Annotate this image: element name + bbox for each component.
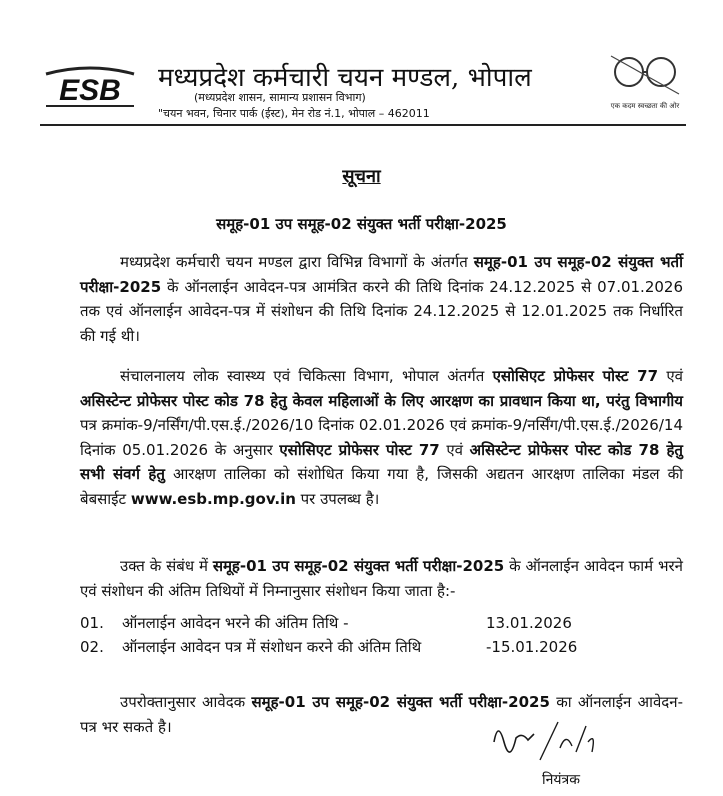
- notice-subject: समूह-01 उप समूह-02 संयुक्त भर्ती परीक्षा-2025: [216, 215, 507, 233]
- esb-logo-text: ESB: [59, 74, 121, 107]
- paragraph-3: उक्त के संबंध में समूह-01 उप समूह-02 संयुक्त भर्ती परीक्षा-2025 के ऑनलाईन आवेदन फार्म भरने एवं संशोधन की अंतिम तिथियों में निम्नानुसार संशोधन किया जाता है:-: [80, 557, 683, 600]
- org-subtitle: (मध्यप्रदेश शासन, सामान्य प्रशासन विभाग): [194, 91, 366, 104]
- handwritten-signature: [488, 712, 600, 774]
- list-item: [80, 636, 683, 658]
- item-date: 13.01.2026: [486, 614, 572, 632]
- paragraph-4: उपरोक्तानुसार आवेदक समूह-01 उप समूह-02 संयुक्त भर्ती परीक्षा-2025 का ऑनलाईन आवेदन-पत्र भर सकते है।: [80, 693, 683, 736]
- swachh-logo-text: एक कदम स्वच्छता की ओर: [610, 102, 680, 110]
- header-divider: [40, 124, 686, 126]
- item-number: 01.: [80, 614, 104, 632]
- item-date: -15.01.2026: [486, 638, 578, 656]
- esb-logo: [42, 64, 138, 112]
- paragraph-1: मध्यप्रदेश कर्मचारी चयन मण्डल द्वारा विभिन्न विभागों के अंतर्गत समूह-01 उप समूह-02 संयुक्त भर्ती परीक्षा-2025 के ऑनलाईन आवेदन-पत्र आमंत्रित करने की तिथि दिनांक 24.12.2025 से 07.01.2026 तक एवं ऑनलाईन आवेदन-पत्र में संशोधन की तिथि दिनांक 24.12.2025 से 12.01.2025 तक निर्धारित की गई थी।: [80, 253, 683, 345]
- org-address: "चयन भवन, चिनार पार्क (ईस्ट), मेन रोड नं.1, भोपाल – 462011: [158, 107, 430, 120]
- website-link[interactable]: www.esb.mp.gov.in: [130, 489, 296, 508]
- item-number: 02.: [80, 638, 104, 656]
- swachh-bharat-logo: [605, 50, 685, 114]
- item-label: ऑनलाईन आवेदन पत्र में संशोधन करने की अंतिम तिथि: [122, 638, 422, 656]
- signer-designation: नियंत्रक: [542, 772, 580, 788]
- paragraph-2: संचालनालय लोक स्वास्थ्य एवं चिकित्सा विभाग, भोपाल अंतर्गत एसोसिएट प्रोफेसर पोस्ट 77 एवं असिस्टेन्ट प्रोफेसर पोस्ट कोड 78 हेतु केवल महिलाओं के लिए आरक्षण का प्रावधान किया था, परंतु विभागीय पत्र क्रमांक-9/नर्सिंग/पी.एस.ई./2026/10 दिनांक 02.01.2026 एवं क्रमांक-9/नर्सिंग/पी.एस.ई./2026/14 दिनांक 05.01.2026 के अनुसार एसोसिएट प्रोफेसर पोस्ट 77 एवं असिस्टेन्ट प्रोफेसर पोस्ट कोड 78 हेतु सभी संवर्ग हेतु आरक्षण तालिका को संशोधित किया गया है, जिसकी अद्यतन आरक्षण तालिका मंडल की बेबसाईट www.esb.mp.gov.in पर उपलब्ध है।: [80, 367, 683, 508]
- notice-heading: सूचना: [342, 166, 381, 187]
- list-item: [80, 612, 683, 634]
- org-title: मध्यप्रदेश कर्मचारी चयन मण्डल, भोपाल: [158, 63, 532, 93]
- item-label: ऑनलाईन आवेदन भरने की अंतिम तिथि -: [122, 614, 349, 632]
